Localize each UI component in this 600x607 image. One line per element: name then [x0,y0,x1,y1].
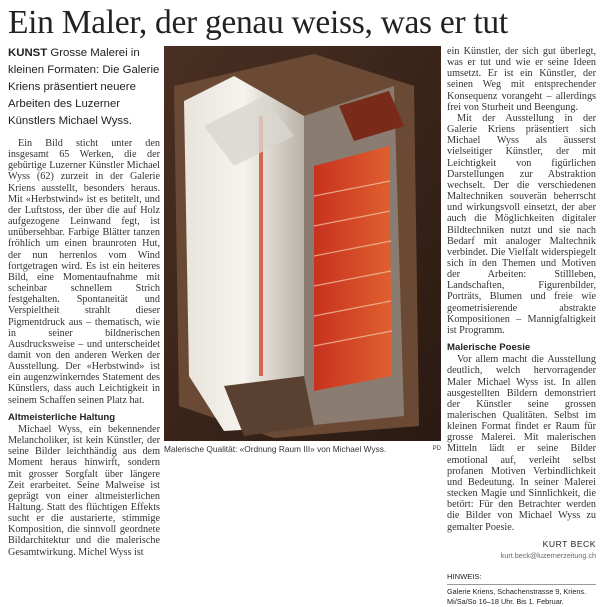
author: KURT BECK [542,538,596,549]
photo-credit: PD [432,446,441,452]
caption-text: Malerische Qualität: «Ordnung Raum III» von Michael Wyss. [164,444,387,454]
column-right [447,46,596,607]
paragraph: Vor allem macht die Ausstellung deutlich, welch hervorragender Maler Michael Wyss ist. In allen ausgestellten Bildern demonstriert der Künstler seine grossen malerischen Qualitäten. Selbst im kleinen Format findet er Raum für grosse Malerei. Mit malerischen Mitteln lädt er seine Bilder emotional auf, verleiht selbst profanen Motiven Verbindlichkeit und Bedeutung. In seiner Malerei stecken Magie und Sinnlichkeit, die betört: Für den Betrachter werden die Bilder von Michael Wyss zu gemalter Poesie. [447,354,596,533]
paragraph: ein Künstler, der sich gut überlegt, was er tut und wie er seine Ideen umsetzt. Er ist ein Künstler, der seinen Weg mit entsprechender Konsequenz vorangeht – allerdings frei von Sturheit und Beengung. [447,46,596,113]
subheading: Altmeisterliche Haltung [8,411,116,423]
note-text: Galerie Kriens, Schachenstrasse 9, Kriens. Mi/Sa/So 16–18 Uhr. Bis 1. Februar. [447,587,587,607]
headline: Ein Maler, der genau weiss, was er tut [8,4,508,41]
subheading: Malerische Poesie [447,342,531,354]
author-email[interactable]: kurt.beck@luzernerzeitung.ch [500,550,596,560]
lead-body: Grosse Malerei in kleinen Formaten: Die Galerie Kriens präsentiert neuere Arbeiten des Luzerner Künstlers Michael Wyss. [8,47,160,127]
painting-photo [164,46,441,441]
photo-area [164,46,441,454]
left-area [8,45,160,558]
column-left [8,138,160,558]
photo-caption [164,444,441,454]
paragraph: Ein Bild sticht unter den insgesamt 65 Werken, die der gebürtige Luzerner Künstler Michael Wyss (62) zurzeit in der Galerie Kriens ausstellt, besonders heraus. Mit «Herbstwind» ist es betitelt, und der Luftstoss, der über die auf Holz aufgezogene Leinwand fegt, ist unübersehbar. Farbige Blätter tanzen fröhlich um einen braunroten Hut, der nun herrenlos vom Wind fortgetragen wird. Es ist ein heiteres Bild, eine Momentaufnahme mit scheinbar schnellem Strich festgehalten. Spontaneität und Verspieltheit strahlt dieser Pigmentdruck aus – thematisch, wie in seiner bildnerischen Ausdrucksweise – und unterscheidet damit von den anderen Werken der Ausstellung. Der «Herbstwind» ist ein augenzwinkerndes Statement des Künstlers, dass auch Leichtigkeit in seinem Schaffen seinen Platz hat. [8,138,160,406]
paragraph: Michael Wyss, ein bekennender Melancholiker, ist kein Künstler, der seine Bilder leichthändig aus dem Moment heraus hinwirft, sondern mit grosser Sorgfalt über längere Zeit erarbeitet. Seine Malweise ist geprägt von einer altmeisterlichen Haltung. Statt des flüchtigen Effekts sucht er die austarierte, stimmige Komposition, die sinnvoll geordnete Bildarchitektur und die malerische Gesamtwirkung. Michel Wyss ist [8,423,160,558]
note-label: HINWEIS: [447,571,596,585]
lead-text [8,45,160,130]
kicker: KUNST [8,47,48,59]
paragraph: Mit der Ausstellung in der Galerie Kriens präsentiert sich Michael Wyss als äusserst vielseitiger Künstler, der mit Leichtigkeit von figürlichen Darstellungen zur Abstraktion wechselt. Der die verschiedenen Maltechniken souverän beherrscht und wirkungsvoll einsetzt, der aber auch die Möglichkeiten digitaler Bildtechniken nutzt und sie nach Bedarf mit analoger Maltechnik verbindet. Die Vielfalt widerspiegelt sich in den Themen und Motiven der Arbeiten: Stillleben, Landschaften, Figurenbilder, Porträts, Blumen und freie wie geometrisierende abstrakte Kompositionen – Mannigfaltigkeit ist Programm. [447,112,596,336]
